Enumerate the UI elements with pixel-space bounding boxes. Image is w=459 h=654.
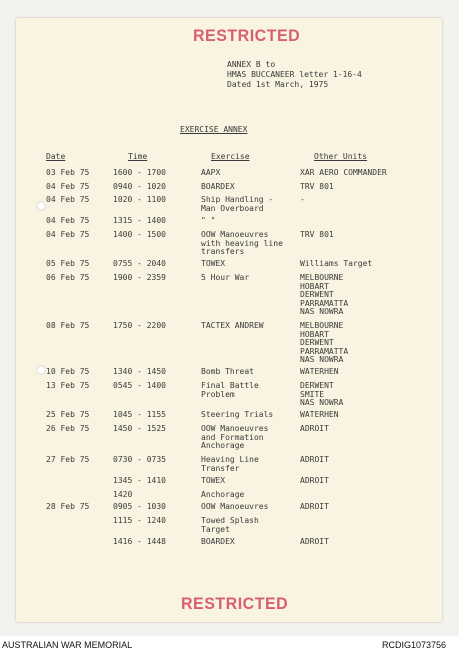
cell-date: 13 Feb 75 [46,381,90,390]
cell-time: 1600 - 1700 [113,168,166,177]
footer-source: AUSTRALIAN WAR MEMORIAL [2,640,133,650]
annex-reference [227,60,362,90]
cell-unit: ADROIT [300,476,329,485]
cell-unit: Williams Target [300,259,373,268]
cell-time: 1020 - 1100 [113,195,166,204]
cell-unit: MELBOURNE [300,321,344,330]
cell-unit: SMITE [300,389,325,399]
cell-unit: XAR AERO COMMANDER [300,168,387,177]
cell-exercise: TACTEX ANDREW [201,321,264,330]
cell-date: 25 Feb 75 [46,410,90,419]
cell-unit: PARRAMATTA [300,346,349,356]
cell-unit: - [300,195,305,204]
punch-hole-top [36,201,46,211]
cell-unit: ADROIT [300,537,329,546]
cell-exercise: Towed Splash [201,516,259,525]
cell-exercise: Anchorage [201,490,245,499]
cell-unit: NAS NOWRA [300,307,344,317]
header-date: Date [46,152,66,161]
cell-date: 28 Feb 75 [46,502,90,511]
cell-exercise: Transfer [201,463,240,473]
cell-unit: PARRAMATTA [300,298,349,308]
cell-unit: NAS NOWRA [300,398,344,408]
cell-exercise: 5 Hour War [201,273,250,282]
cell-exercise: Steering Trials [201,410,274,419]
footer-id: RCDIG1073756 [382,640,447,650]
cell-exercise: TOWEX [201,476,226,485]
cell-date: 04 Feb 75 [46,182,90,191]
annex-line: ANNEX B to [227,60,276,69]
cell-time: 1750 - 2200 [113,321,166,330]
cell-time: 0905 - 1030 [113,502,166,511]
cell-exercise: BOARDEX [201,537,235,546]
cell-exercise: AAPX [201,168,221,177]
cell-time: 0730 - 0735 [113,455,166,464]
cell-time: 1416 - 1448 [113,537,166,546]
cell-time: 1340 - 1450 [113,367,166,376]
cell-date: 10 Feb 75 [46,367,90,376]
cell-exercise: BOARDEX [201,182,235,191]
cell-time: 1345 - 1410 [113,476,166,485]
header-other-units: Other Units [314,152,367,161]
cell-exercise: OOW Manoeuvres [201,502,269,511]
cell-exercise: Ship Handling - [201,195,274,204]
cell-exercise: Heaving Line [201,455,259,464]
cell-time: 1450 - 1525 [113,424,166,433]
cell-exercise: with heaving line [201,238,283,248]
cell-date: 04 Feb 75 [46,216,90,225]
cell-exercise: and Formation [201,432,264,442]
cell-unit: HOBART [300,329,329,339]
cell-exercise: Anchorage [201,441,245,451]
cell-exercise: Target [201,524,230,534]
cell-exercise: Man Overboard [201,203,264,213]
cell-time: 1315 - 1400 [113,216,166,225]
cell-exercise: Bomb Threat [201,367,254,376]
cell-time: 1400 - 1500 [113,230,166,239]
cell-unit: DERWENT [300,338,334,348]
cell-date: 05 Feb 75 [46,259,90,268]
cell-unit: MELBOURNE [300,273,344,282]
cell-exercise: TOWEX [201,259,226,268]
cell-time: 1115 - 1240 [113,516,166,525]
cell-date: 26 Feb 75 [46,424,90,433]
cell-exercise: OOW Manoeuvres [201,230,269,239]
cell-unit: HOBART [300,281,329,291]
annex-line: HMAS BUCCANEER letter 1-16-4 [227,70,362,79]
cell-date: 04 Feb 75 [46,195,90,204]
cell-unit: ADROIT [300,424,329,433]
cell-date: 08 Feb 75 [46,321,90,330]
cell-unit: ADROIT [300,502,329,511]
cell-date: 03 Feb 75 [46,168,90,177]
cell-time: 1045 - 1155 [113,410,166,419]
cell-unit: NAS NOWRA [300,355,344,365]
cell-exercise: Problem [201,389,235,399]
cell-exercise: OOW Manoeuvres [201,424,269,433]
cell-date: 04 Feb 75 [46,230,90,239]
cell-unit: WATERHEN [300,367,339,376]
cell-unit: ADROIT [300,455,329,464]
header-exercise: Exercise [211,152,250,161]
cell-unit: DERWENT [300,290,334,300]
annex-line: Dated 1st March, 1975 [227,80,329,89]
cell-exercise: Final Battle [201,381,259,390]
cell-unit: DERWENT [300,381,334,390]
cell-unit: TRV 801 [300,182,334,191]
cell-unit: WATERHEN [300,410,339,419]
restricted-stamp-bottom: RESTRICTED [181,595,289,614]
restricted-stamp-top: RESTRICTED [193,27,301,46]
cell-date: 27 Feb 75 [46,455,90,464]
cell-exercise: transfers [201,247,245,257]
header-time: Time [128,152,148,161]
cell-unit: TRV 801 [300,230,334,239]
cell-time: 0545 - 1400 [113,381,166,390]
cell-date: 06 Feb 75 [46,273,90,282]
cell-time: 1900 - 2359 [113,273,166,282]
cell-time: 0755 - 2040 [113,259,166,268]
section-title: EXERCISE ANNEX [180,125,248,134]
punch-hole-bottom [36,365,46,375]
cell-exercise: " " [201,216,216,225]
cell-time: 0940 - 1020 [113,182,166,191]
cell-time: 1420 [113,490,133,499]
